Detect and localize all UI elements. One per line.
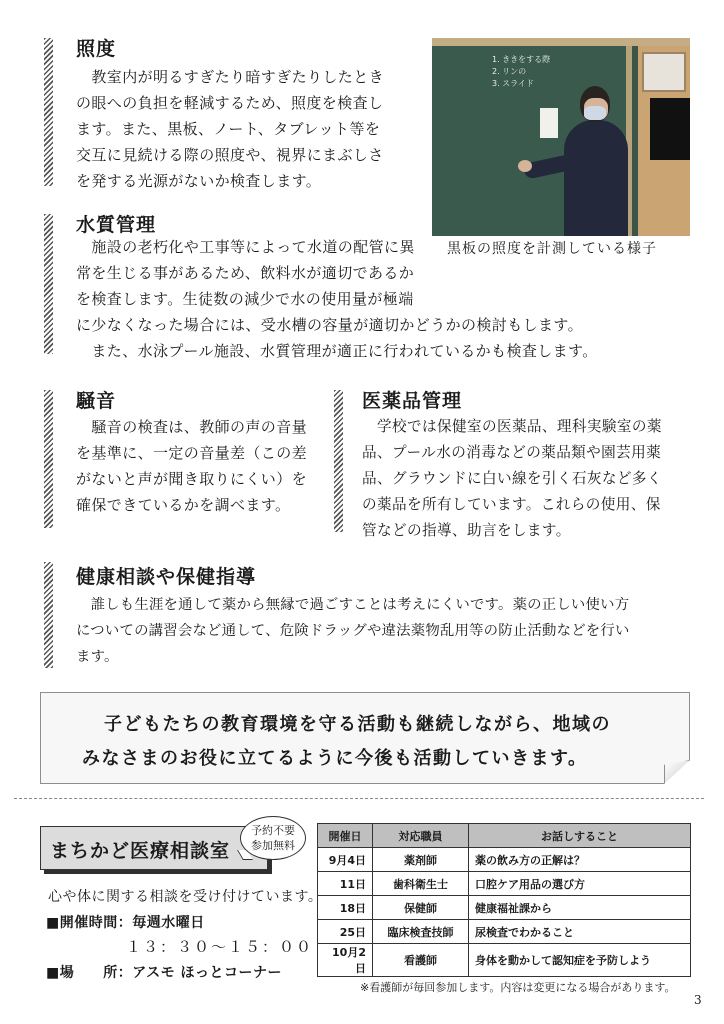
text-line: に少なくなった場合には、受水槽の容量が適切かどうかの検討もします。: [76, 316, 584, 334]
page-number: 3: [694, 993, 702, 1007]
text-line: についての講習会など通して、危険ドラッグや違法薬物乱用等の防止活動などを行い: [76, 623, 630, 639]
section-heading-illuminance: 照度: [76, 38, 117, 60]
section-body-noise: [76, 414, 307, 518]
text-line: ます。また、黒板、ノート、タブレット等を: [76, 120, 381, 138]
consultation-place: ■場 所：アスモ ほっとコーナー: [46, 965, 283, 981]
table-row: [318, 944, 691, 977]
free-entry-badge: [240, 816, 306, 860]
table-row: [318, 872, 691, 896]
badge-line: 予約不要: [251, 824, 295, 837]
section-body-water: [76, 234, 598, 364]
staff-cell: 歯科衛生士: [373, 872, 469, 896]
schedule-table: [317, 823, 691, 977]
section-body-health: [76, 592, 630, 670]
callout-box: [40, 692, 690, 784]
text-line: 確保できているかを調べます。: [76, 496, 291, 514]
staff-cell: 薬剤師: [373, 848, 469, 872]
column-header: 開催日: [318, 824, 373, 848]
consultation-time-value: １３：３０～１５：００: [126, 938, 314, 956]
badge-line: 参加無料: [251, 839, 295, 852]
topic-cell: 尿検査でわかること: [469, 920, 691, 944]
staff-cell: 保健師: [373, 896, 469, 920]
section-heading-water: 水質管理: [76, 214, 157, 236]
text-line: 教室内が明るすぎたり暗すぎたりしたとき: [76, 68, 385, 86]
topic-cell: 健康福祉課から: [469, 896, 691, 920]
date-cell: 9月4日: [318, 848, 373, 872]
text-line: 学校では保健室の医薬品、理科実験室の薬: [362, 418, 662, 435]
callout-line-2: みなさまのお役に立てるように今後も活動していきます。: [82, 748, 588, 769]
text-line: 品、グラウンドに白い線を引く石灰など多く: [362, 470, 662, 487]
column-header: お話しすること: [469, 824, 691, 848]
date-cell: 10月2日: [318, 944, 373, 977]
date-cell: 25日: [318, 920, 373, 944]
text-line: 誰しも生涯を通して薬から無縁で過ごすことは考えにくいです。薬の正しい使い方: [76, 597, 630, 613]
chalk-writing: 1. ききをする際 2. リンの 3. スライド: [492, 55, 551, 88]
text-line: 交互に見続ける際の照度や、視界にまぶしさ: [76, 146, 384, 164]
section-stripe: [44, 562, 53, 668]
section-stripe: [44, 38, 53, 186]
photo-caption: 黒板の照度を計測している様子: [447, 241, 657, 257]
text-line: がないと声が聞き取りにくい）を: [76, 470, 308, 488]
table-header-row: [318, 824, 691, 848]
section-stripe: [334, 390, 343, 532]
text-line: ます。: [76, 649, 119, 665]
text-line: の薬品を所有しています。これらの使用、保: [362, 496, 661, 513]
table-note: ※看護師が毎回参加します。内容は変更になる場合があります。: [360, 981, 676, 994]
column-header: 対応職員: [373, 824, 469, 848]
section-heading-medicine: 医薬品管理: [362, 390, 463, 412]
section-body-medicine: [362, 414, 662, 544]
section-divider: [14, 798, 704, 799]
topic-cell: 薬の飲み方の正解は？: [469, 848, 691, 872]
topic-cell: 口腔ケア用品の選び方: [469, 872, 691, 896]
text-line: 品、プール水の消毒などの薬品類や園芸用薬: [362, 444, 662, 461]
date-cell: 11日: [318, 872, 373, 896]
section-heading-noise: 騒音: [76, 390, 117, 412]
blackboard-photo: [432, 38, 690, 236]
text-line: 常を生じる事があるため、飲料水が適切であるか: [76, 264, 415, 282]
text-line: また、水泳プール施設、水質管理が適正に行われているかも検査します。: [76, 342, 598, 360]
text-line: を検査します。生徒数の減少で水の使用量が極端: [76, 290, 414, 308]
staff-cell: 臨床検査技師: [373, 920, 469, 944]
text-line: 施設の老朽化や工事等によって水道の配管に異: [76, 238, 415, 256]
text-line: 管などの指導、助言をします。: [362, 522, 571, 539]
section-body-illuminance: [76, 64, 384, 194]
table-row: [318, 896, 691, 920]
text-line: を発する光源がないか検査します。: [76, 172, 322, 190]
table-row: [318, 920, 691, 944]
table-row: [318, 848, 691, 872]
date-cell: 18日: [318, 896, 373, 920]
section-stripe: [44, 390, 53, 528]
section-stripe: [44, 214, 53, 354]
consultation-intro: 心や体に関する相談を受け付けています。: [48, 889, 323, 905]
callout-line-1: 子どもたちの教育環境を守る活動も継続しながら、地域の: [104, 714, 611, 735]
text-line: 騒音の検査は、教師の声の音量: [76, 418, 308, 436]
text-line: の眼への負担を軽減するため、照度を検査し: [76, 94, 384, 112]
consultation-time-label: ■開催時間：毎週水曜日: [46, 915, 205, 931]
section-heading-health: 健康相談や保健指導: [76, 566, 257, 588]
text-line: を基準に、一定の音量差（この差: [76, 444, 308, 462]
staff-cell: 看護師: [373, 944, 469, 977]
consultation-title: まちかど医療相談室: [50, 840, 231, 862]
topic-cell: 身体を動かして認知症を予防しよう: [469, 944, 691, 977]
